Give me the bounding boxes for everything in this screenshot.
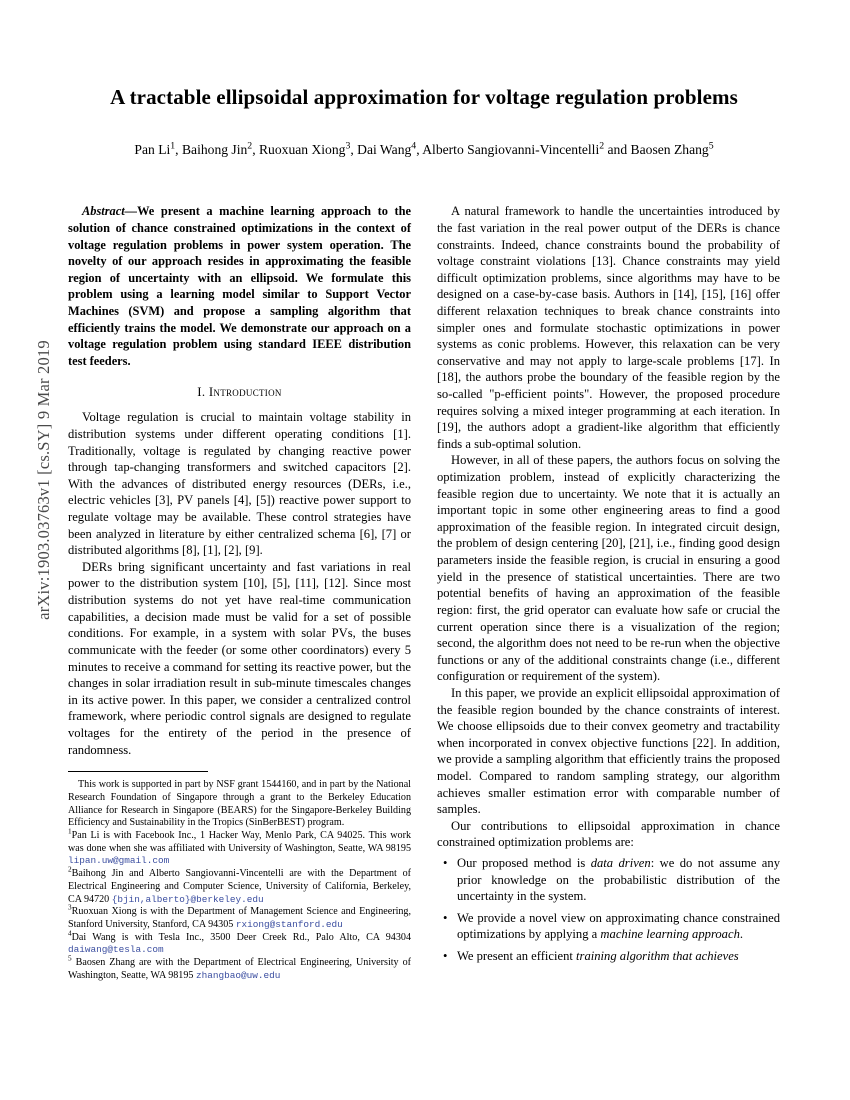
abstract (68, 203, 411, 369)
bullet-post: . (739, 927, 744, 942)
footnote-funding: This work is supported in part by NSF grant 1544160, and in part by the National Research Foundation of Singapore through a grant to the Berkeley Education Alliance for Research in Singapore (BEARS) for the Singapore-Berkeley Building Efficiency and Sustainability in the Tropics (SinBerBEST) program. (68, 779, 411, 829)
page-title: A tractable ellipsoidal approximation for voltage regulation problems (110, 85, 738, 109)
footnote-text: Pan Li is with Facebook Inc., 1 Hacker Way, Menlo Park, CA 94025. This work was done when she was affiliated with University of Washington, Seatte, WA 98195 (68, 829, 411, 854)
footnote-email[interactable]: zhangbao@uw.edu (195, 969, 281, 981)
footnote-email[interactable]: rxiong@stanford.edu (235, 918, 343, 930)
bullet-post: : we do not assume any prior knowledge on the probabilistic distribution of the uncertainty in the system. (457, 856, 780, 904)
footnote-author-1 (68, 827, 411, 868)
footnote-text: Dai Wang is with Tesla Inc., 3500 Deer Creek Rd., Palo Alto, CA 94304 (71, 931, 411, 943)
section-heading-introduction: I. Introduction (197, 385, 282, 400)
contributions-list (437, 855, 780, 965)
abstract-label: Abstract— (82, 204, 138, 219)
footnote-email[interactable]: daiwang@tesla.com (68, 944, 164, 956)
footnote-email[interactable]: lipan.uw@gmail.com (68, 855, 170, 867)
footnote-marker: 4 (68, 929, 72, 938)
footnote-marker: 5 (68, 954, 72, 963)
footnote-marker: 2 (68, 865, 72, 874)
footnote-text: Baosen Zhang are with the Department of Electrical Engineering, University of Washington, Seatte, WA 98195 (68, 957, 411, 981)
left-column (68, 203, 411, 982)
paragraph: However, in all of these papers, the authors focus on solving the optimization problem, instead of explicitly characterizing the feasible region due to uncertainty. We note that it is actually an important topic in some other engineering areas to find a good approximation of the feasible region. In integrated circuit design, the problem of design centering [20], [21], i.e., finding good design parameters inside the feasible region, is crucial in ensuring a good yield in the presence of statistical uncertainties. There are two potential benefits of having an approximation of the feasible region: first, the grid operator can evaluate how safe or crucial the current operation since there is a visualization of the region; second, the algorithm does not need to be re-run when the objective functions or any of the additional constraints change (i.e., different configuration or requirement of the system). (437, 453, 780, 684)
paragraph: Voltage regulation is crucial to maintain voltage stability in distribution systems under different operating conditions [1]. Traditionally, voltage is regulated by changing reactive power through tap-changing transformers and switched capacitors [2]. With the advances of distributed energy resources (DERs, i.e., electric vehicles [3], PV panels [4], [5]) reactive power support to regulate voltage may be available. These control strategies have been analyzed in literature by either centralized schema [6], [7] or distributed algorithms [8], [1], [2], [9]. (68, 410, 411, 558)
two-column-body (68, 203, 780, 982)
paragraph: In this paper, we provide an explicit ellipsoidal approximation of the feasible region bounded by the chance constraints of interest. We choose ellipsoids due to their convex geometry and tractability when incorporated in convex objective functions [22]. In addition, we provide a sampling algorithm that efficiently trains the proposed model. Compared to random sampling strategy, our algorithm achieves smaller estimation error with comparable number of samples. (437, 685, 780, 817)
list-item (455, 910, 780, 943)
list-item (455, 855, 780, 905)
bullet-pre: We provide a novel view on approximating chance constrained optimizations by applying a (457, 910, 780, 942)
right-column (437, 203, 780, 969)
footnote-author-3 (68, 903, 411, 931)
footnotes (68, 779, 411, 982)
bullet-pre: Our proposed method is (457, 856, 591, 871)
abstract-text: We present a machine learning approach to the solution of chance constrained optimizations in the context of voltage regulation problems in power system operation. The novelty of our approach resides in approximating the feasible region of uncertainty with an ellipsoid. We formulate this problem using a learning model similar to Support Vector Machines (SVM) and propose a sampling algorithm that efficiently trains the model. We demonstrate our approach on a voltage regulation problem using standard IEEE distribution test feeders. (68, 204, 411, 368)
footnote-author-4 (68, 929, 411, 957)
bullet-emphasis: training algorithm that achieves (576, 949, 739, 964)
footnote-text: Ruoxuan Xiong is with the Department of Management Science and Engineering, Stanford University, Stanford, CA 94305 (68, 906, 411, 930)
footnote-email[interactable]: {bjin,alberto}@berkeley.edu (111, 893, 264, 905)
footnote-divider (68, 771, 208, 772)
paragraph: DERs bring significant uncertainty and fast variations in real power to the distribution system [10], [5], [11], [12]. Since most distribution systems do not yet have real-time communication capabilities, a decision made must be valid for a set of possible conditions. For example, in a system with solar PVs, the buses communicate with the feeder (or some other coordinators) every 5 minutes to receive a command for setting its reactive power, but the changes in solar irradiation result in sub-minute timescales changes in its active power. In this paper, we consider a centralized control framework, where periodic control signals are designed to regulate voltages for the entirety of the period in the presence of randomness. (68, 559, 411, 757)
footnote-marker: 3 (68, 903, 72, 912)
footnote-text: Baihong Jin and Alberto Sangiovanni-Vincentelli are with the Department of Electrical Engineering and Computer Science, University of California, Berkeley, CA 94720 (68, 868, 411, 905)
bullet-emphasis: data driven (590, 856, 651, 871)
arxiv-identifier-stamp: arXiv:1903.03763v1 [cs.SY] 9 Mar 2019 (34, 340, 53, 620)
footnote-author-5 (68, 954, 411, 982)
bullet-pre: We present an efficient (457, 949, 577, 964)
author-list: Pan Li$^1$, Baihong Jin$^2$, Ruoxuan Xiong$^3$, Dai Wang$^4$, Alberto Sangiovanni-Vincentelli$^2$ and Baosen Zhang$^5$ (134, 140, 714, 158)
paragraph: A natural framework to handle the uncertainties introduced by the fast variation in the real power output of the DERs is chance constraints. Indeed, chance constraints bound the probability of voltage constraint violations [13]. Chance constraints may yield difficult optimization problems, since algorithms may have to be designed on a case-by-case basis. Authors in [14], [15], [16] offer different relaxation techniques to break chance constraints into simpler ones and formulate stochastic optimizations in power systems as conic problems. However, this relaxation can be very conservative and may not apply to large-scale problems [17]. In [18], the authors probe the boundary of the feasible region by the so-called "p-efficient points". However, the proposed procedure requires solving a mixed integer programming at each iteration. In [19], the authors adopt a gradient-like algorithm that efficiently finds a sub-optimal solution. (437, 204, 780, 451)
paragraph: Our contributions to ellipsoidal approximation in chance constrained optimization problems are: (437, 818, 780, 850)
bullet-emphasis: machine learning approach (600, 927, 740, 942)
paper-content (68, 84, 780, 982)
footnote-marker: 1 (68, 827, 72, 836)
list-item (455, 948, 780, 965)
footnote-author-2 (68, 865, 411, 906)
